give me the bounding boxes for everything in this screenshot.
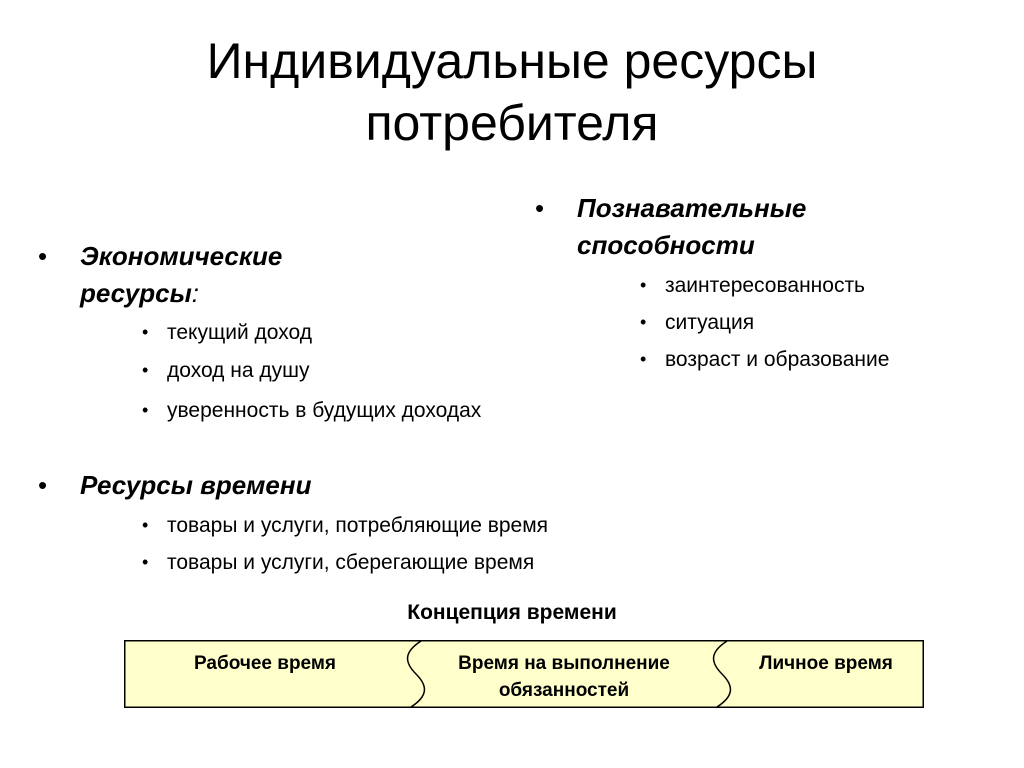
segment-obligations-time: Время на выполнение обязанностей [458, 653, 670, 701]
bullet-dot: • [535, 193, 545, 223]
list-item-text: доход на душу [167, 359, 310, 382]
bullet-dot: • [142, 322, 149, 342]
bullet-dot: • [38, 470, 48, 500]
cognitive-heading-line-2: способности [577, 230, 755, 260]
economic-heading-colon: : [191, 278, 200, 308]
list-item [640, 273, 866, 299]
list-item-text: уверенность в будущих доходах [167, 399, 482, 422]
list-item-text: заинтересованность [665, 274, 866, 297]
bullet-dot: • [38, 241, 48, 271]
list-item-text: текущий доход [167, 321, 312, 344]
economic-heading-line-1: Экономические [80, 241, 283, 271]
cognitive-abilities-heading [535, 190, 807, 264]
title-line-2: потребителя [365, 95, 659, 151]
list-item-text: товары и услуги, потребляющие время [167, 514, 549, 537]
time-heading-text: Ресурсы времени [80, 470, 312, 500]
bullet-dot: • [142, 552, 149, 572]
list-item-text: возраст и образование [665, 348, 890, 371]
title-line-1: Индивидуальные ресурсы [206, 33, 818, 89]
economic-resources-heading [38, 238, 283, 312]
time-concept-timeline [124, 640, 924, 708]
list-item [142, 398, 482, 424]
bullet-dot: • [142, 360, 149, 380]
list-item-text: товары и услуги, сберегающие время [167, 551, 535, 574]
list-item [142, 320, 312, 346]
bullet-dot: • [640, 312, 647, 332]
bullet-dot: • [142, 515, 149, 535]
segment-personal-time: Личное время [759, 653, 893, 674]
slide-title [0, 30, 1024, 154]
list-item [142, 358, 310, 384]
cognitive-heading-line-1: Познавательные [577, 193, 807, 223]
list-item [640, 347, 890, 373]
bullet-dot: • [142, 400, 149, 420]
time-resources-heading [38, 467, 312, 504]
list-item [640, 310, 755, 336]
list-item-text: ситуация [665, 311, 755, 334]
bullet-dot: • [640, 275, 647, 295]
list-item [142, 550, 535, 576]
economic-heading-line-2: ресурсы [80, 278, 192, 308]
segment-work-time: Рабочее время [193, 653, 337, 674]
concept-title: Концепция времени [407, 601, 617, 624]
bullet-dot: • [640, 349, 647, 369]
list-item [142, 513, 549, 539]
